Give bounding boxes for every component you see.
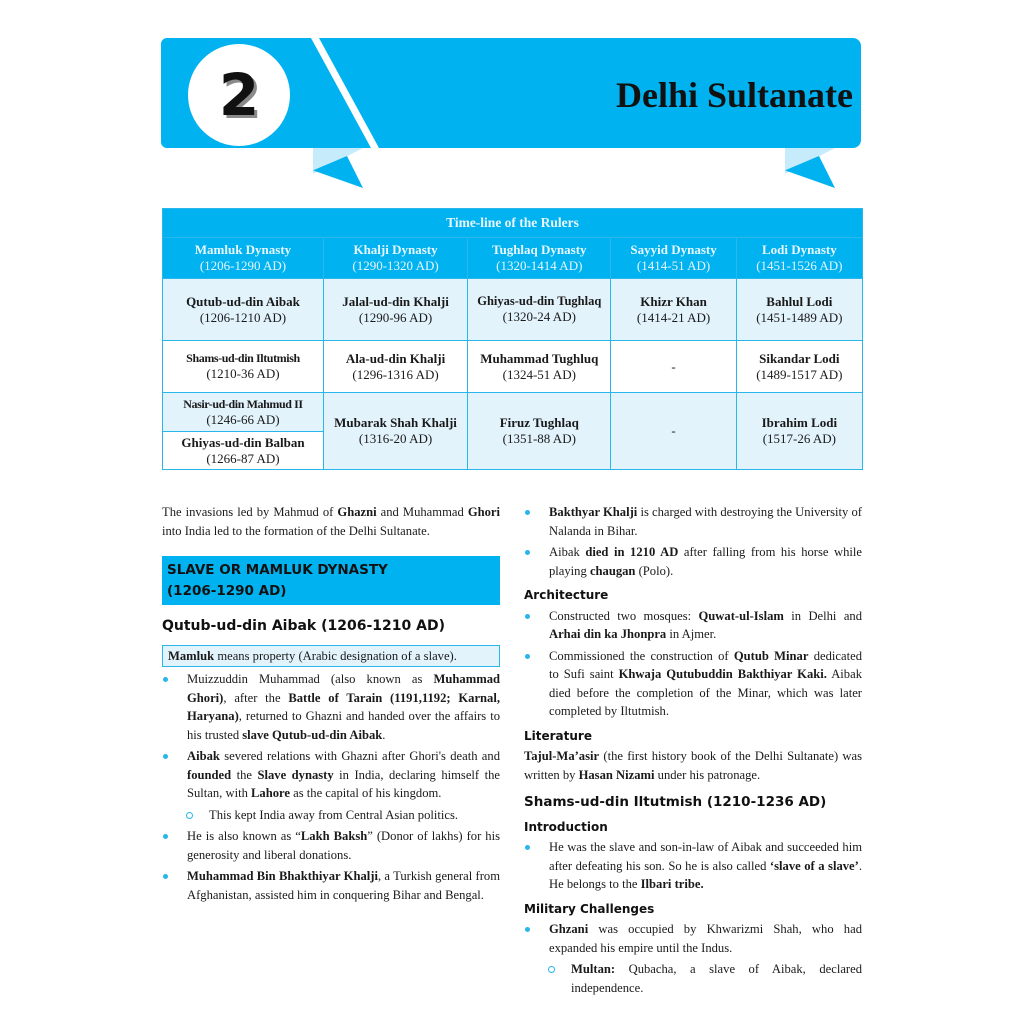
introduction-list	[524, 838, 862, 894]
intro-paragraph: The invasions led by Mahmud of Ghazni and Muhammad Ghori into India led to the formation of the Delhi Sultanate.	[162, 505, 500, 538]
heading-literature: Literature	[524, 728, 592, 743]
list-item: He was the slave and son-in-law of Aibak and succeeded him after defeating his son. So he is also called ‘slave of a slave’. He belongs to the Ilbari tribe.	[524, 838, 862, 894]
right-column	[524, 502, 862, 997]
section-heading-mamluk: SLAVE OR MAMLUK DYNASTY (1206-1290 AD)	[162, 556, 500, 605]
table-cell: Sikandar Lodi (1489-1517 AD)	[736, 341, 862, 393]
table-cell: Ghiyas-ud-din Tughlaq (1320-24 AD)	[468, 279, 611, 341]
column-header-khalji: Khalji Dynasty (1290-1320 AD)	[323, 238, 467, 279]
table-cell: Firuz Tughlaq (1351-88 AD)	[468, 393, 611, 470]
sub-list-item: This kept India away from Central Asian politics.	[162, 806, 500, 825]
definition-note: Mamluk means property (Arabic designation of a slave).	[162, 645, 500, 668]
table-cell: -	[611, 341, 736, 393]
column-header-sayyid: Sayyid Dynasty (1414-51 AD)	[611, 238, 736, 279]
list-item: Aibak died in 1210 AD after falling from his horse while playing chaugan (Polo).	[524, 543, 862, 580]
sub-list-item: Multan: Qubacha, a slave of Aibak, declared independence.	[524, 960, 862, 997]
heading-military-challenges: Military Challenges	[524, 901, 655, 916]
heading-architecture: Architecture	[524, 588, 609, 602]
list-item: Aibak severed relations with Ghazni after Ghori's death and founded the Slave dynasty in India, declaring himself the Sultan, with Lahore as the capital of his kingdom.	[162, 747, 500, 803]
chapter-number: 2	[218, 61, 260, 129]
rulers-timeline-table	[162, 208, 863, 470]
military-list	[524, 920, 862, 997]
list-item: Muhammad Bin Bhakthiyar Khalji, a Turkish general from Afghanistan, assisted him in conquering Bihar and Bengal.	[162, 867, 500, 904]
table-cell: Jalal-ud-din Khalji (1290-96 AD)	[323, 279, 467, 341]
ribbon-flap-left-icon	[313, 148, 363, 188]
table-cell: Ala-ud-din Khalji (1296-1316 AD)	[323, 341, 467, 393]
list-item: Constructed two mosques: Quwat-ul-Islam in Delhi and Arhai din ka Jhonpra in Ajmer.	[524, 607, 862, 644]
table-cell: Nasir-ud-din Mahmud II (1246-66 AD)	[163, 393, 324, 432]
list-item: Commissioned the construction of Qutub Minar dedicated to Sufi saint Khwaja Qutubuddin Bakthiyar Kaki. Aibak died before the completion of the Minar, which was later completed by Iltutmish.	[524, 647, 862, 721]
table-cell: Ibrahim Lodi (1517-26 AD)	[736, 393, 862, 470]
list-item: Ghzani was occupied by Khwarizmi Shah, who had expanded his empire until the Indus.	[524, 920, 862, 957]
table-cell: Shams-ud-din Iltutmish (1210-36 AD)	[163, 341, 324, 393]
literature-paragraph: Tajul-Ma’asir (the first history book of the Delhi Sultanate) was written by Hasan Nizami under his patronage.	[524, 749, 862, 782]
list-item: Bakthyar Khalji is charged with destroying the University of Nalanda in Bihar.	[524, 503, 862, 540]
chapter-banner	[161, 38, 861, 148]
table-cell: Ghiyas-ud-din Balban (1266-87 AD)	[163, 432, 324, 470]
table-cell: Muhammad Tughluq (1324-51 AD)	[468, 341, 611, 393]
architecture-list	[524, 607, 862, 721]
list-item: Muizzuddin Muhammad (also known as Muhammad Ghori), after the Battle of Tarain (1191,1192; Karnal, Haryana), returned to Ghazni and handed over the affairs to his trusted slave Qutub-ud-din Aibak.	[162, 670, 500, 744]
ribbon-flap-right-icon	[785, 148, 835, 188]
table-cell: Qutub-ud-din Aibak (1206-1210 AD)	[163, 279, 324, 341]
left-column	[162, 502, 500, 904]
heading-introduction: Introduction	[524, 819, 608, 834]
chapter-number-badge	[188, 44, 290, 146]
table-cell: Bahlul Lodi (1451-1489 AD)	[736, 279, 862, 341]
table-cell: Khizr Khan (1414-21 AD)	[611, 279, 736, 341]
chapter-title: Delhi Sultanate	[615, 75, 853, 115]
aibak-bullet-list-continued	[524, 503, 862, 580]
list-item: He is also known as “Lakh Baksh” (Donor of lakhs) for his generosity and liberal donations.	[162, 827, 500, 864]
column-header-lodi: Lodi Dynasty (1451-1526 AD)	[736, 238, 862, 279]
aibak-bullet-list	[162, 670, 500, 904]
subheading-aibak: Qutub-ud-din Aibak (1206-1210 AD)	[162, 618, 445, 634]
table-cell: -	[611, 393, 736, 470]
column-header-tughlaq: Tughlaq Dynasty (1320-1414 AD)	[468, 238, 611, 279]
subheading-iltutmish: Shams-ud-din Iltutmish (1210-1236 AD)	[524, 794, 827, 810]
column-header-mamluk: Mamluk Dynasty (1206-1290 AD)	[163, 238, 324, 279]
table-caption: Time-line of the Rulers	[163, 209, 863, 238]
table-cell: Mubarak Shah Khalji (1316-20 AD)	[323, 393, 467, 470]
